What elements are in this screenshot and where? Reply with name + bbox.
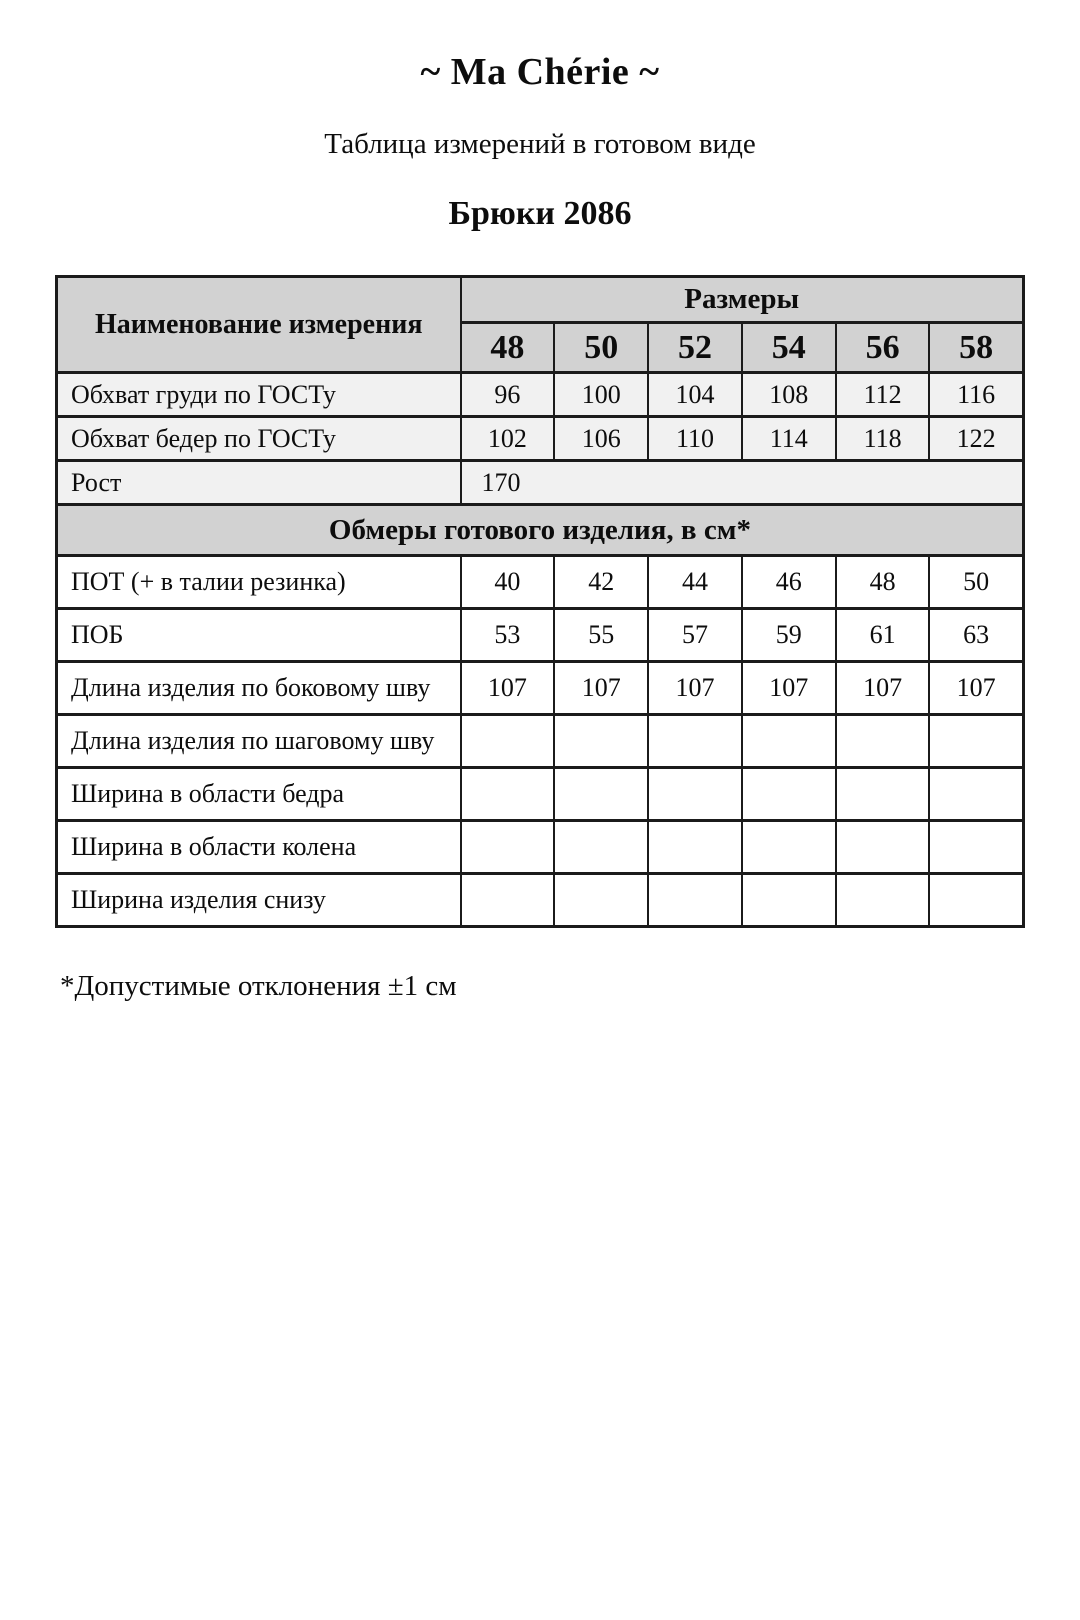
tolerance-footnote: *Допустимые отклонения ±1 см bbox=[60, 970, 457, 1002]
cell-value bbox=[461, 821, 555, 874]
cell-value bbox=[929, 715, 1023, 768]
table-row-pob bbox=[57, 609, 1024, 662]
cell-value: 112 bbox=[836, 373, 930, 417]
measurements-table bbox=[55, 275, 1025, 928]
cell-value bbox=[554, 874, 648, 927]
cell-value: 107 bbox=[648, 662, 742, 715]
cell-value bbox=[929, 821, 1023, 874]
cell-value bbox=[648, 715, 742, 768]
cell-value bbox=[554, 821, 648, 874]
cell-value bbox=[461, 768, 555, 821]
cell-value bbox=[836, 821, 930, 874]
cell-value: 104 bbox=[648, 373, 742, 417]
cell-value: 55 bbox=[554, 609, 648, 662]
size-col-header-58: 58 bbox=[929, 323, 1023, 373]
cell-value bbox=[648, 821, 742, 874]
cell-value bbox=[554, 715, 648, 768]
cell-value: 107 bbox=[836, 662, 930, 715]
cell-value: 46 bbox=[742, 556, 836, 609]
cell-value: 114 bbox=[742, 417, 836, 461]
row-label: Ширина в области колена bbox=[57, 821, 461, 874]
cell-value bbox=[742, 715, 836, 768]
cell-value: 108 bbox=[742, 373, 836, 417]
sizes-group-header: Размеры bbox=[461, 277, 1024, 323]
section-header-row bbox=[57, 505, 1024, 556]
cell-value bbox=[648, 768, 742, 821]
brand-title: ~ Ma Chérie ~ bbox=[420, 51, 660, 93]
cell-value: 116 bbox=[929, 373, 1023, 417]
cell-value: 100 bbox=[554, 373, 648, 417]
cell-value: 48 bbox=[836, 556, 930, 609]
cell-value: 53 bbox=[461, 609, 555, 662]
table-row-inseam-length bbox=[57, 715, 1024, 768]
cell-value bbox=[929, 768, 1023, 821]
cell-value: 59 bbox=[742, 609, 836, 662]
size-col-header-54: 54 bbox=[742, 323, 836, 373]
table-row-chest bbox=[57, 373, 1024, 417]
cell-value bbox=[461, 715, 555, 768]
row-label: Длина изделия по боковому шву bbox=[57, 662, 461, 715]
cell-value bbox=[554, 768, 648, 821]
cell-value: 96 bbox=[461, 373, 555, 417]
cell-value bbox=[836, 874, 930, 927]
height-value-cell: 170 bbox=[461, 461, 1024, 505]
row-label: ПОБ bbox=[57, 609, 461, 662]
cell-value: 118 bbox=[836, 417, 930, 461]
cell-value: 107 bbox=[929, 662, 1023, 715]
cell-value: 106 bbox=[554, 417, 648, 461]
row-label: Ширина изделия снизу bbox=[57, 874, 461, 927]
cell-value: 50 bbox=[929, 556, 1023, 609]
table-row-knee-width bbox=[57, 821, 1024, 874]
cell-value bbox=[836, 715, 930, 768]
table-row-hips bbox=[57, 417, 1024, 461]
cell-value: 102 bbox=[461, 417, 555, 461]
row-label: Длина изделия по шаговому шву bbox=[57, 715, 461, 768]
cell-value: 107 bbox=[742, 662, 836, 715]
cell-value bbox=[742, 768, 836, 821]
cell-value bbox=[648, 874, 742, 927]
cell-value bbox=[461, 874, 555, 927]
row-label: Рост bbox=[57, 461, 461, 505]
table-row-side-seam-length bbox=[57, 662, 1024, 715]
cell-value: 107 bbox=[554, 662, 648, 715]
cell-value: 44 bbox=[648, 556, 742, 609]
cell-value: 57 bbox=[648, 609, 742, 662]
cell-value: 63 bbox=[929, 609, 1023, 662]
size-col-header-48: 48 bbox=[461, 323, 555, 373]
cell-value bbox=[836, 768, 930, 821]
page-subtitle: Таблица измерений в готовом виде bbox=[324, 128, 756, 160]
cell-value: 61 bbox=[836, 609, 930, 662]
cell-value: 110 bbox=[648, 417, 742, 461]
table-row-height bbox=[57, 461, 1024, 505]
table-row-thigh-width bbox=[57, 768, 1024, 821]
cell-value: 107 bbox=[461, 662, 555, 715]
cell-value bbox=[929, 874, 1023, 927]
section-header: Обмеры готового изделия, в см* bbox=[57, 505, 1024, 556]
name-column-header: Наименование измерения bbox=[57, 277, 461, 373]
table-row-hem-width bbox=[57, 874, 1024, 927]
cell-value: 122 bbox=[929, 417, 1023, 461]
cell-value bbox=[742, 821, 836, 874]
cell-value: 40 bbox=[461, 556, 555, 609]
row-label: Ширина в области бедра bbox=[57, 768, 461, 821]
product-title: Брюки 2086 bbox=[448, 195, 632, 232]
row-label: Обхват груди по ГОСТу bbox=[57, 373, 461, 417]
cell-value: 42 bbox=[554, 556, 648, 609]
row-label: Обхват бедер по ГОСТу bbox=[57, 417, 461, 461]
row-label: ПОТ (+ в талии резинка) bbox=[57, 556, 461, 609]
table-header-row bbox=[57, 277, 1024, 323]
cell-value bbox=[742, 874, 836, 927]
size-col-header-50: 50 bbox=[554, 323, 648, 373]
size-col-header-52: 52 bbox=[648, 323, 742, 373]
size-col-header-56: 56 bbox=[836, 323, 930, 373]
table-row-pot bbox=[57, 556, 1024, 609]
